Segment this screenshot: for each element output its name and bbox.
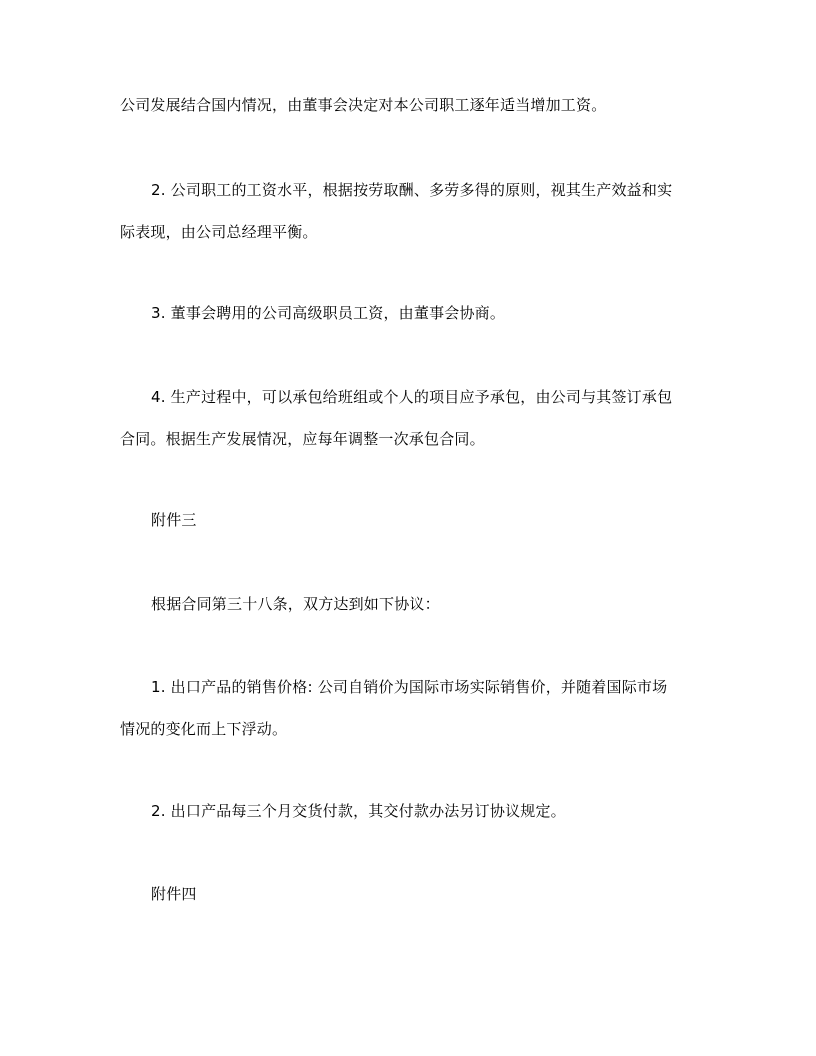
section-heading: 附件三 [151, 511, 197, 529]
paragraph-text: 际表现，由公司总经理平衡。 [120, 223, 318, 241]
paragraph-text: 公司发展结合国内情况，由董事会决定对本公司职工逐年适当增加工资。 [120, 96, 607, 114]
paragraph-text: 3. 董事会聘用的公司高级职员工资，由董事会协商。 [151, 304, 506, 322]
paragraph-text: 情况的变化而上下浮动。 [120, 720, 288, 738]
paragraph-text: 合同。根据生产发展情况，应每年调整一次承包合同。 [120, 430, 485, 448]
section-heading: 附件四 [151, 885, 197, 903]
paragraph-text: 4. 生产过程中，可以承包给班组或个人的项目应予承包，由公司与其签订承包 [151, 388, 673, 406]
paragraph-text: 2. 公司职工的工资水平，根据按劳取酬、多劳多得的原则，视其生产效益和实 [151, 181, 673, 199]
paragraph-text: 1. 出口产品的销售价格: 公司自销价为国际市场实际销售价，并随着国际市场 [151, 678, 668, 696]
paragraph-text: 2. 出口产品每三个月交货付款，其交付款办法另订协议规定。 [151, 802, 566, 820]
paragraph-text: 根据合同第三十八条，双方达到如下协议： [151, 595, 440, 613]
